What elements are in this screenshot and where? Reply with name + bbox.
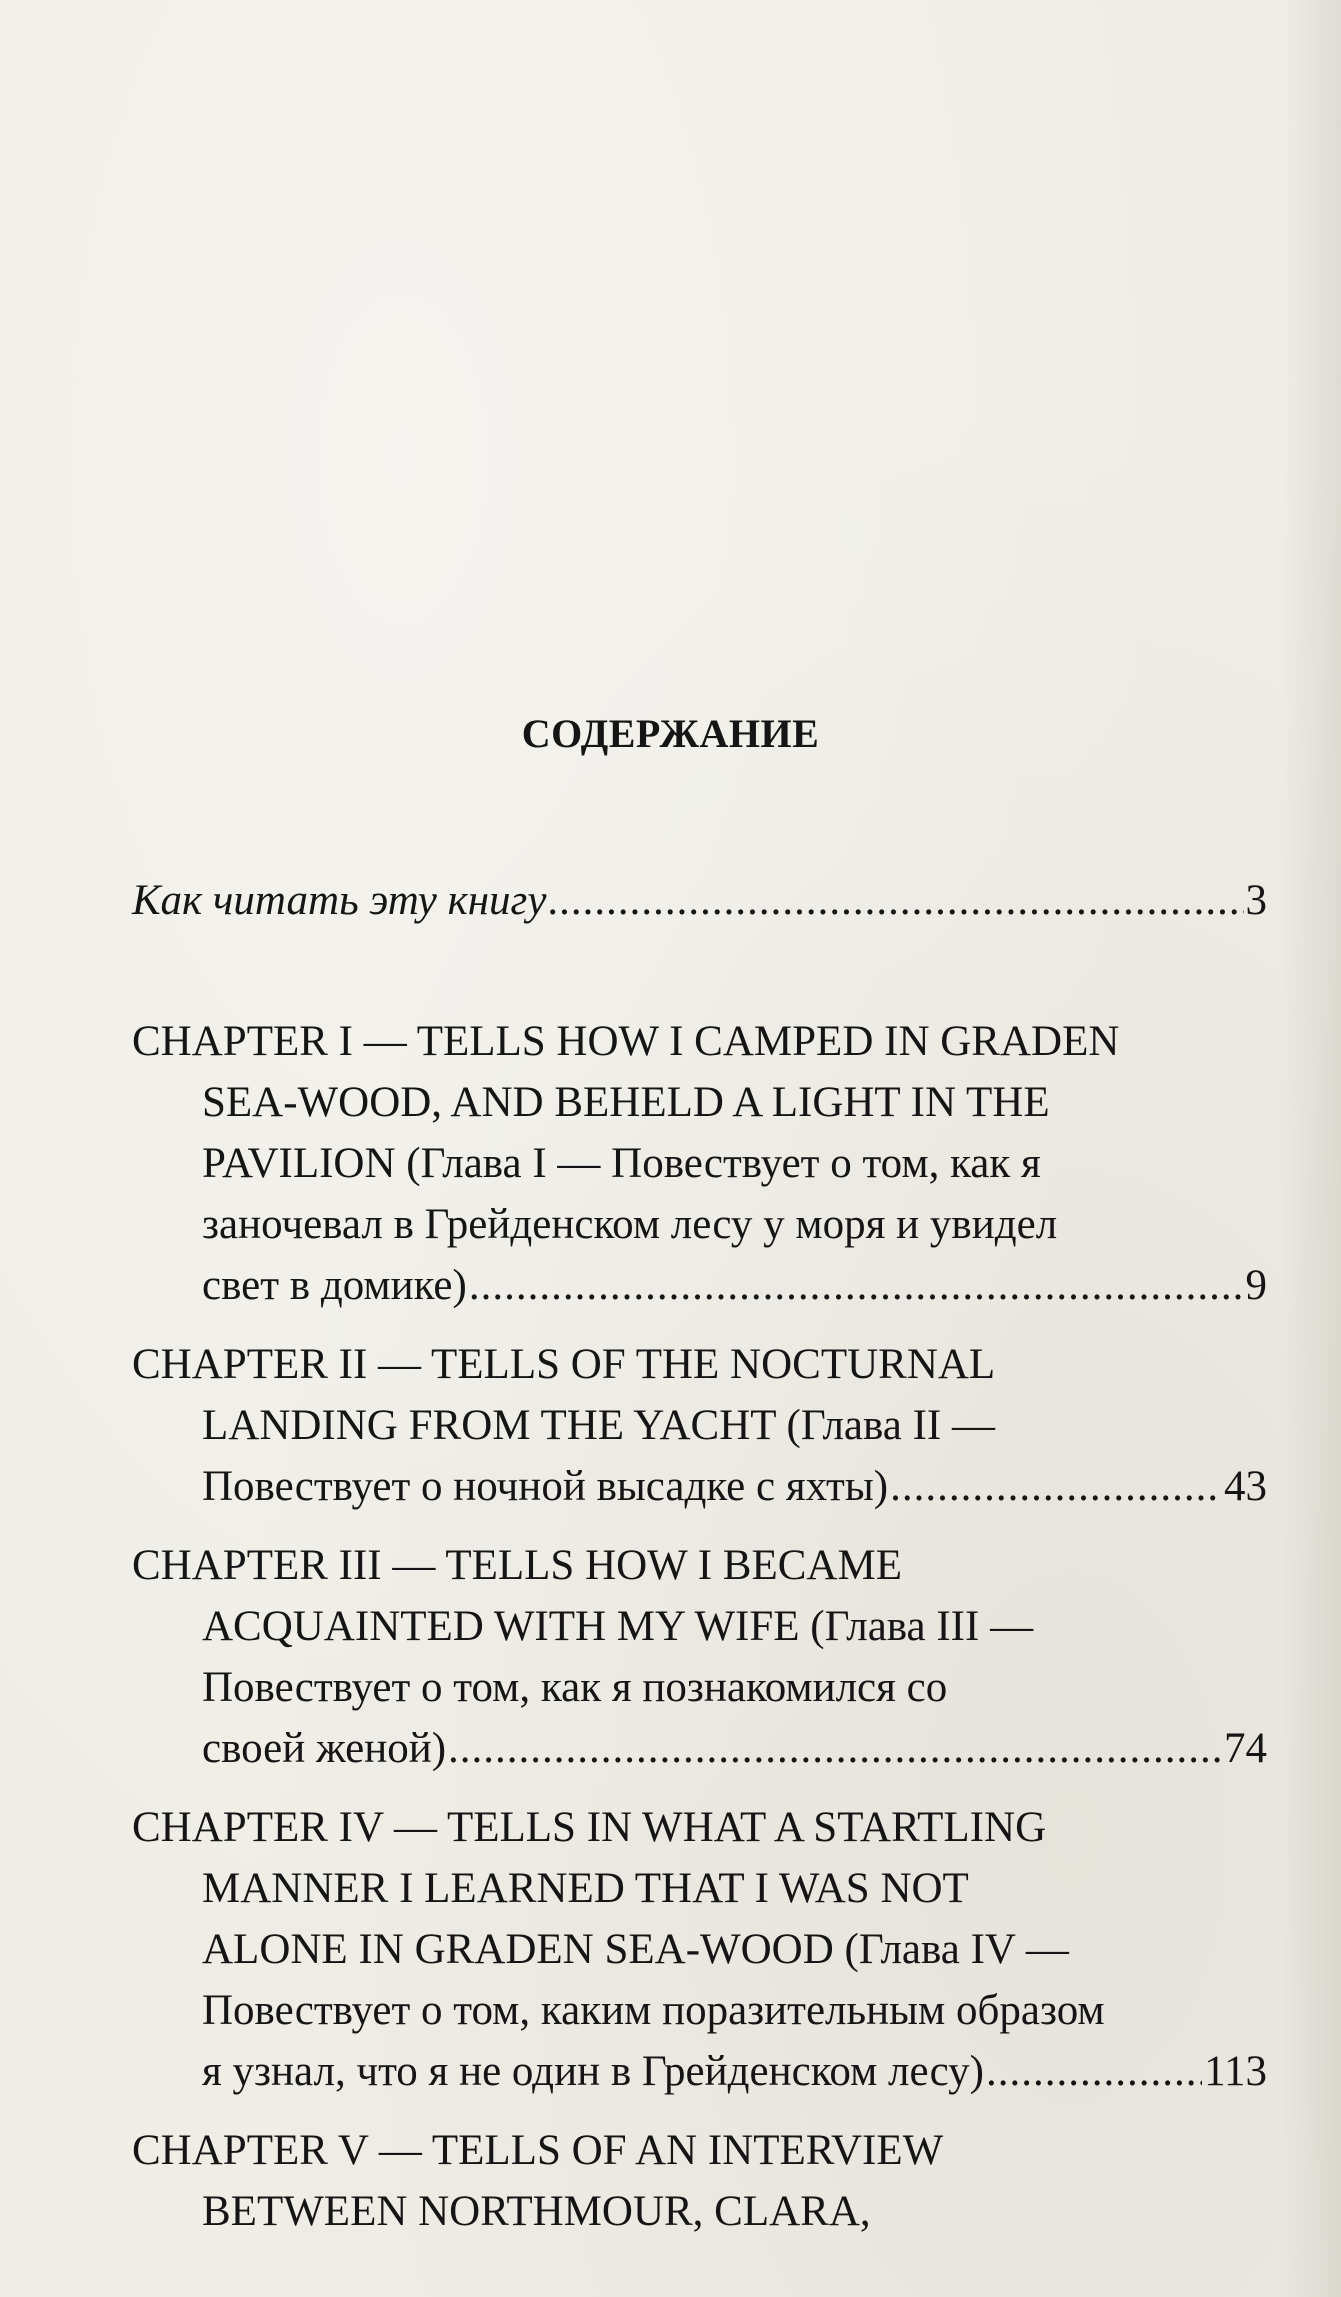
toc-entry-title: я узнал, что я не один в Грейденском лесу): [202, 2048, 984, 2095]
toc-entry-line: ACQUAINTED WITH MY WIFE (Глава III —: [202, 1603, 1034, 1650]
toc-entry-line: BETWEEN NORTHMOUR, CLARA,: [202, 2188, 871, 2235]
toc-entry-last-line: [132, 1255, 1267, 1316]
toc-entry-intro: [132, 870, 1267, 931]
toc-entry-last-line: [132, 2041, 1267, 2102]
toc-entry-line: CHAPTER V — TELLS OF AN INTERVIEW: [132, 2127, 944, 2174]
toc-entry-line: заночевал в Грейденском лесу у моря и увидел: [202, 1201, 1058, 1248]
dot-leader: [986, 2041, 1202, 2102]
toc-page-number: 9: [1245, 1262, 1267, 1309]
toc-entry-line: CHAPTER IV — TELLS IN WHAT A STARTLING: [132, 1804, 1047, 1851]
dot-leader: [548, 870, 1243, 931]
toc-entry-last-line: [132, 1718, 1267, 1779]
table-of-contents: [132, 870, 1267, 2242]
toc-entry-last-line: [132, 870, 1267, 931]
dot-leader: [890, 1456, 1222, 1517]
dot-leader: [469, 1255, 1244, 1316]
toc-entry-chapter-4: [132, 1797, 1267, 2102]
toc-entry-line: ALONE IN GRADEN SEA-WOOD (Глава IV —: [202, 1926, 1069, 1973]
page-title: СОДЕРЖАНИЕ: [521, 711, 820, 756]
toc-entry-line: LANDING FROM THE YACHT (Глава II —: [202, 1402, 995, 1449]
toc-entry-line: Повествует о том, каким поразительным образом: [202, 1987, 1105, 2034]
toc-entry-line: CHAPTER II — TELLS OF THE NOCTURNAL: [132, 1341, 996, 1388]
toc-entry-title: Как читать эту книгу: [132, 877, 547, 924]
toc-entry-line: PAVILION (Глава I — Повествует о том, как я: [202, 1140, 1041, 1187]
toc-entry-line: SEA-WOOD, AND BEHELD A LIGHT IN THE: [202, 1079, 1050, 1126]
toc-entry-title: свет в домике): [202, 1262, 467, 1309]
toc-entry-line: Повествует о том, как я познакомился со: [202, 1664, 948, 1711]
toc-page-number: 113: [1204, 2048, 1267, 2095]
page-edge-shadow: [1281, 0, 1341, 2297]
toc-entry-chapter-3: [132, 1535, 1267, 1779]
toc-entry-line: CHAPTER III — TELLS HOW I BECAME: [132, 1542, 902, 1589]
toc-page-number: 74: [1224, 1725, 1267, 1772]
toc-entry-chapter-2: [132, 1334, 1267, 1517]
toc-entry-chapter-5: [132, 2120, 1267, 2242]
toc-entry-title: своей женой): [202, 1725, 447, 1772]
toc-entry-line: MANNER I LEARNED THAT I WAS NOT: [202, 1865, 969, 1912]
toc-entry-chapter-1: [132, 1011, 1267, 1316]
toc-entry-last-line: [132, 1456, 1267, 1517]
toc-page-number: 3: [1245, 877, 1267, 924]
toc-page-number: 43: [1224, 1463, 1267, 1510]
toc-entry-title: Повествует о ночной высадке с яхты): [202, 1463, 889, 1510]
dot-leader: [448, 1718, 1222, 1779]
toc-entry-line: CHAPTER I — TELLS HOW I CAMPED IN GRADEN: [132, 1018, 1120, 1065]
